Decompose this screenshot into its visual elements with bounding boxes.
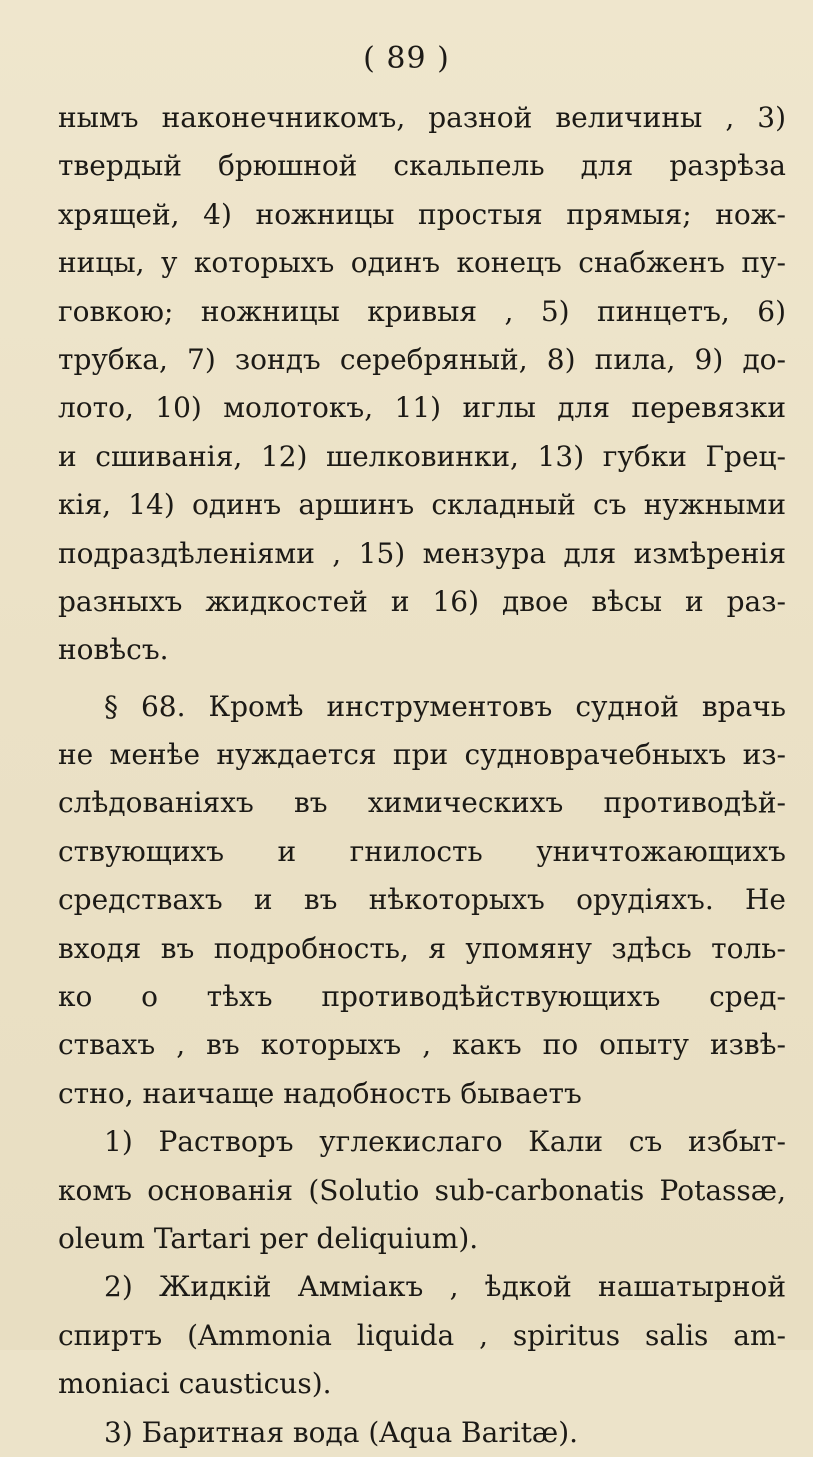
- text-line: лото, 10) молотокъ, 11) иглы для перевязки: [58, 391, 786, 425]
- text-line: средствахъ и въ нѣкоторыхъ орудіяхъ. Не: [58, 883, 786, 917]
- text-line: moniaci causticus).: [58, 1367, 332, 1401]
- list-item-2: 2) Жидкій Аммiакъ , ѣдкой нашатырной: [104, 1270, 786, 1304]
- text-line: ко о тѣхъ противодѣйствующихъ сред-: [58, 980, 786, 1014]
- list-item-1: 1) Растворъ углекислаго Кали съ избыт-: [104, 1125, 786, 1159]
- text-line: стно, наичаще надобность бываетъ: [58, 1076, 582, 1110]
- text-line: спиртъ (Ammonia liquida , spiritus salis am-: [58, 1318, 786, 1352]
- page-text: [58, 94, 786, 1457]
- text-line: слѣдованіяхъ въ химическихъ противодѣй-: [58, 786, 786, 820]
- text-line: ствахъ , въ которыхъ , какъ по опыту извѣ-: [58, 1028, 786, 1062]
- page-number: ( 89 ): [363, 41, 450, 76]
- text-line: трубка, 7) зондъ серебряный, 8) пила, 9) до-: [58, 342, 786, 376]
- list-item-3: 3) Баритная вода (Aqua Baritæ).: [104, 1415, 579, 1449]
- text-line: нымъ наконечникомъ, разной величины , 3): [58, 101, 786, 134]
- text-line: входя въ подробность, я упомяну здѣсь толь-: [58, 931, 786, 965]
- text-line: ницы, у которыхъ одинъ конецъ снабженъ пу-: [58, 246, 786, 280]
- text-line: говкою; ножницы кривыя , 5) пинцетъ, 6): [58, 294, 786, 328]
- text-line: ствующихъ и гнилость уничтожающихъ: [58, 834, 786, 868]
- text-line: подраздѣленіями , 15) мензура для измѣренія: [58, 536, 786, 570]
- text-line: кія, 14) одинъ аршинъ складный съ нужными: [58, 488, 786, 522]
- text-line: oleum Tartari per deliquium).: [58, 1221, 479, 1255]
- text-line: не менѣе нуждается при судноврачебныхъ из-: [58, 738, 786, 772]
- text-line: комъ основанія (Solutio sub-carbonatis Potassæ,: [58, 1173, 786, 1207]
- text-line: новѣсъ.: [58, 633, 169, 667]
- paragraph-68-line: § 68. Кромѣ инструментовъ судной врачь: [104, 689, 786, 723]
- text-line: хрящей, 4) ножницы простыя прямыя; нож-: [58, 197, 786, 231]
- text-line: и сшиванія, 12) шелковинки, 13) губки Грец-: [58, 439, 786, 473]
- text-line: разныхъ жидкостей и 16) двое вѣсы и раз-: [58, 584, 786, 618]
- text-line: твердый брюшной скальпель для разрѣза: [58, 149, 786, 183]
